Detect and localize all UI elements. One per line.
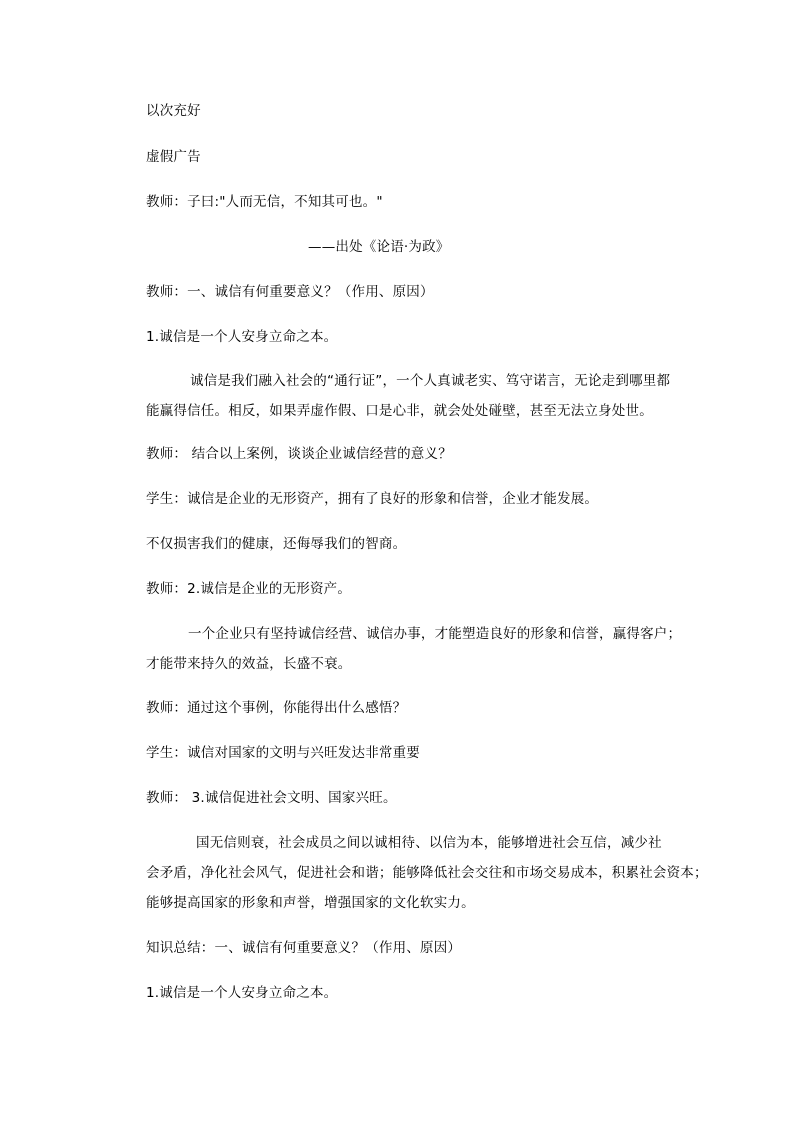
paragraph-line: 诚信是我们融入社会的“通行证”，一个人真诚老实、笃守诺言，无论走到哪里都 (190, 373, 671, 389)
list-line-false-advertising: 虚假广告 (146, 149, 201, 165)
summary-point-1: 1.诚信是一个人安身立命之本。 (146, 985, 338, 1001)
student-answer-line: 学生：诚信是企业的无形资产，拥有了良好的形象和信誉，企业才能发展。 (146, 491, 599, 507)
summary-heading: 知识总结：一、诚信有何重要意义？（作用、原因） (146, 940, 462, 956)
list-line-fake-goods: 以次充好 (146, 103, 201, 119)
point-2-heading: 教师：2.诚信是企业的无形资产。 (146, 581, 352, 597)
paragraph-line: 不仅损害我们的健康，还侮辱我们的智商。 (146, 536, 407, 552)
paragraph-line: 才能带来持久的效益，长盛不衰。 (146, 656, 352, 672)
point-3-heading: 教师： 3.诚信促进社会文明、国家兴旺。 (146, 790, 397, 806)
paragraph-line: 国无信则衰，社会成员之间以诚相待、以信为本，能够增进社会互信，减少社 (196, 835, 662, 851)
teacher-prompt-line: 教师：通过这个事例，你能得出什么感悟？ (146, 700, 407, 716)
teacher-quote-line: 教师：子曰:"人而无信，不知其可也。" (146, 194, 383, 210)
point-1-heading: 1.诚信是一个人安身立命之本。 (146, 329, 338, 345)
paragraph-line: 能赢得信任。相反，如果弄虚作假、口是心非，就会处处碰壁，甚至无法立身处世。 (146, 403, 653, 419)
teacher-prompt-line: 教师： 结合以上案例，谈谈企业诚信经营的意义？ (146, 446, 452, 462)
quote-source-line: ——出处《论语·为政》 (308, 239, 450, 255)
paragraph-line: 会矛盾，净化社会风气，促进社会和谐；能够降低社会交往和市场交易成本，积累社会资本； (146, 865, 708, 881)
paragraph-line: 能够提高国家的形象和声誉，增强国家的文化软实力。 (146, 895, 475, 911)
teacher-question-heading: 教师：一、诚信有何重要意义？（作用、原因） (146, 284, 434, 300)
student-answer-line: 学生：诚信对国家的文明与兴旺发达非常重要 (146, 745, 420, 761)
paragraph-line: 一个企业只有坚持诚信经营、诚信办事，才能塑造良好的形象和信誉，赢得客户； (188, 626, 682, 642)
